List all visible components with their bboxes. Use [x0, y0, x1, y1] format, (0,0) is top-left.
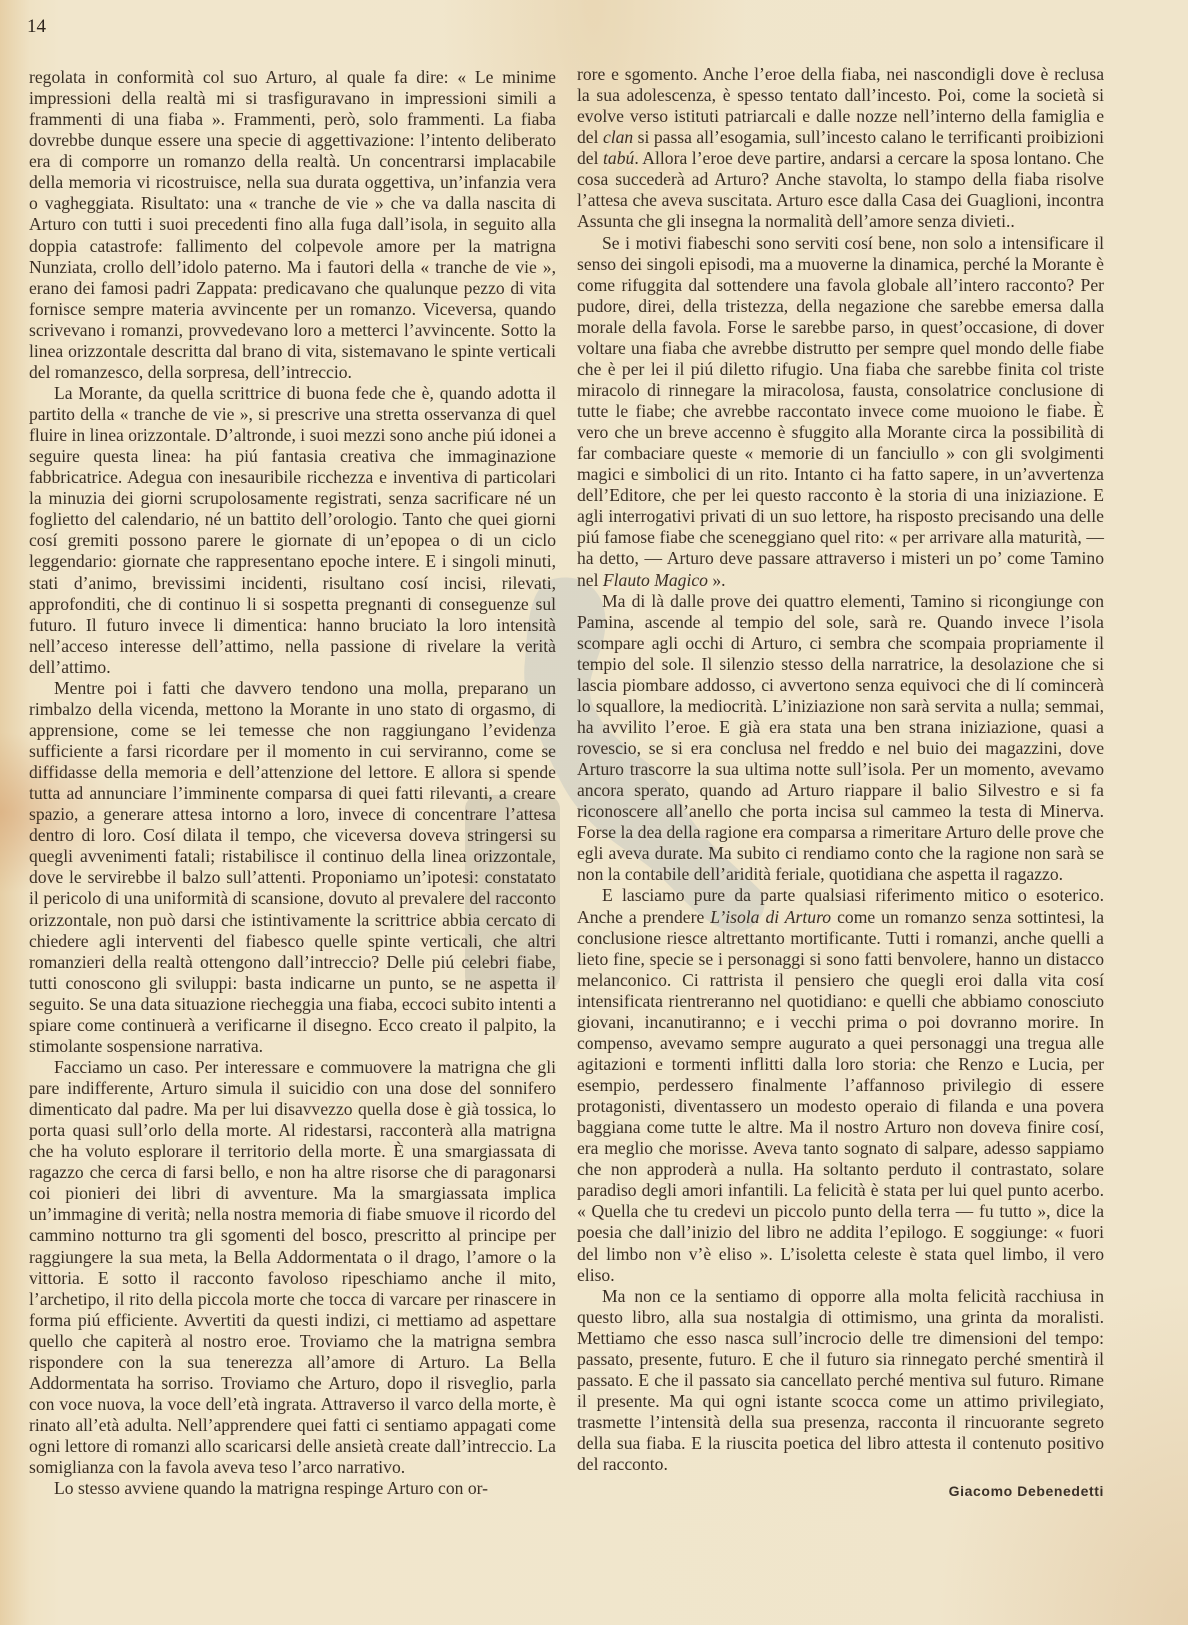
- text-run: Se i motivi fiabeschi sono serviti cosí bene, non solo a intensificare il senso dei singoli episodi, ma a muoverne la dinamica, perché la Morante è come rifuggita dal sottendere una favola globale all’intero racconto? Per pudore, direi, della tristezza, della negazione che sarebbe emersa dalla morale della favola. Forse le sarebbe parso, in quest’occasione, di dover voltare una fiaba che avrebbe distrutto per sempre quel mondo delle fiabe che è per lei il piú diletto rifugio. Una fiaba che sarebbe finita col triste miracolo di rinnegare la miracolosa, fausta, consolatrice conclusione di tutte le fiabe; che avrebbe raccontato invece come muoiono le fiabe. È vero che un breve accenno è sfuggito alla Morante circa la possibilità di far combaciare queste « memorie di un fanciullo » con gli svolgimenti magici e simbolici di un rito. Intanto ci ha fatto sapere, in un’avvertenza dell’Editore, che per lei questo racconto è la storia di una iniziazione. E agli interrogativi privati di un suo lettore, ha risposto precisando una delle piú famose fiabe che sceneggiano quel rito: « per arrivare alla maturità, — ha detto, — Arturo deve passare attraverso i misteri un po’ come Tamino nel: [577, 232, 1104, 590]
- paragraph: Mentre poi i fatti che davvero tendono una molla, preparano un rimbalzo della vicenda, mettono la Morante in uno stato di orgasmo, di apprensione, come se lei temesse che non raggiungano l’evidenza sufficiente a farsi ricordare per il momento in cui serviranno, come se diffidasse della memoria e dell’attenzione del lettore. E allora si spende tutta ad annunciare l’imminente comparsa di quei fatti rilevanti, a creare spazio, a generare attesa intorno a loro, invece di concentrare l’attesa dentro di loro. Cosí dilata il tempo, che viceversa doveva stringersi su quegli avvenimenti fatali; ristabilisce il continuo della linea orizzontale, dove le servirebbe il balzo sull’attenti. Proponiamo un’ipotesi: constatato il pericolo di una uniformità di scansione, dovuto al prevalere del racconto orizzontale, non può darsi che istintivamente la scrittrice abbia cercato di chiedere agli interventi del fiabesco quelle spinte verticali, che altri romanzieri della realtà ottengono dall’intreccio? Delle piú celebri fiabe, tutti conoscono gli sviluppi: basta indicarne un punto, se ne aspetta il seguito. Se una data situazione riecheggia una fiaba, eccoci subito intenti a spiare come continuerà a verificarne il disegno. Ecco creato il palpito, la stimolante sospensione narrativa.: [29, 677, 556, 1056]
- italic-title: tabú: [603, 148, 635, 169]
- text-run: E lasciamo pure da parte qualsiasi riferimento mitico o esoterico. Anche a prendere: [577, 885, 1104, 927]
- paragraph: [577, 885, 1104, 1285]
- paragraph: [577, 233, 1104, 591]
- paragraph: Lo stesso avviene quando la matrigna respinge Arturo con or-: [54, 1478, 488, 1499]
- paragraph: [577, 591, 1104, 886]
- text-run: Ma non ce la sentiamo di opporre alla molta felicità racchiusa in questo libro, alla sua nostalgia di ottimismo, una grinta da moralisti. Mettiamo che esso nasca sull’incrocio delle tre dimensioni del tempo: passato, presente, futuro. E che il futuro sia rinnegato perché smentirà il passato. E che il passato sia cancellato perché mentiva sul futuro. Rimane il presente. Ma qui ogni istante scocca come un attimo privilegiato, trasmette l’intensità della sua presenza, racconta il rincuorante segreto della sua fiaba. E la riuscita poetica del libro attesta il contenuto positivo del racconto.: [577, 1285, 1104, 1475]
- article-column-left: [29, 67, 556, 1499]
- article-column-right: [577, 64, 1104, 1502]
- text-run: . Allora l’eroe deve partire, andarsi a cercare la sposa lontano. Che cosa succederà ad Arturo? Anche stavolta, lo stampo della fiaba risolve l’attesa che aveva suscitata. Arturo esce dalla Casa dei Guaglioni, incontra Assunta che gli insegna la normalità dell’amore senza divieti..: [577, 148, 1104, 232]
- text-run: Ma di là dalle prove dei quattro elementi, Tamino si ricongiunge con Pamina, ascende al tempio del sole, sarà re. Quando invece l’isola scompare agli occhi di Arturo, ci sembra che scompaia propriamente il tempio del sole. Il silenzio stesso della narratrice, la desolazione che si lascia piombare addosso, ci avvertono senza equivoci che di lí comincerà lo squallore, la mediocrità. L’iniziazione non sarà servita a nulla; semmai, ha avvilito l’eroe. E già era stata una ben strana iniziazione, quasi a rovescio, se si era conclusa nel freddo e nel buio dei magazzini, dove Arturo trascorre la sua ultima notte sull’isola. Per un momento, avevamo ancora sperato, quando ad Arturo riappare il balio Silvestro e si fa riconoscere all’anello che porta incisa sul cammeo la testa di Minerva. Forse la dea della ragione era comparsa a rimeritare Arturo delle prove che egli aveva durate. Ma subito ci rendiamo conto che la ragione non sarà se non la contabile dell’aridità feriale, quotidiana che aspetta il ragazzo.: [577, 590, 1104, 885]
- italic-title: L’isola di Arturo: [710, 906, 832, 927]
- author-signature: Giacomo Debenedetti: [948, 1483, 1104, 1500]
- paragraph-continuation: [577, 64, 1104, 233]
- paragraph: La Morante, da quella scrittrice di buona fede che è, quando adotta il partito della « tranche de vie », si prescrive una stretta osservanza di quel fluire in linea orizzontale. D’altronde, i suoi mezzi sono anche piú idonei a seguire questa linea: ha piú fantasia creativa che immaginazione fabbricatrice. Adegua con inesauribile ricchezza e inventiva di particolari la minuzia dei giorni scrupolosamente registrati, senza sacrificare né un foglietto del calendario, né un battito dell’orologio. Tanto che quei giorni cosí gremiti possono parere le giornate di un’epopea o di un ciclo leggendario: giornate che rappresentano epoche intere. E i singoli minuti, stati d’animo, brevissimi incidenti, risultano cosí incisi, rilevati, approfonditi, che di continuo li si sospetta pregnanti di conseguenze sul futuro. Il futuro invece li dimentica: hanno bruciato la loro intensità nell’acceso interesse dell’attimo, nella passione di rivelare la verità dell’attimo.: [29, 382, 556, 677]
- italic-title: clan: [602, 127, 634, 148]
- paragraph: Facciamo un caso. Per interessare e commuovere la matrigna che gli pare indifferente, Arturo simula il suicidio con una dose del sonnifero dimenticato dal padre. Ma per lui disavvezzo quella dose è già tossica, lo porta quasi sull’orlo della morte. Al ridestarsi, racconterà alla matrigna che ha voluto esplorare il territorio della morte. È una smargiassata di ragazzo che cerca di farsi bello, e non ha altre risorse che di paragonarsi coi pionieri dei libri di avventure. Ma la smargiassata implica un’immagine di verità; nella nostra memoria di fiabe smuove il ricordo del cammino notturno tra gli sgomenti del bosco, prescritto al principe per raggiungere la sua meta, la Bella Addormentata o il drago, l’amore o la vittoria. E sotto il racconto favoloso ripeschiamo anche il mito, l’archetipo, il rito della piccola morte che tocca di varcare per rinascere in forma piú efficiente. Avvertiti da questi indizi, ci mettiamo ad aspettare quello che capiterà al nostro eroe. Troviamo che la matrigna sembra rispondere con la sua tenerezza all’amore di Arturo. La Bella Addormentata ha sorriso. Troviamo che Arturo, dopo il risveglio, parla con voce nuova, la voce dell’età ingrata. Attraverso il varco della morte, è rinato all’età adulta. Nell’apprendere quei fatti ci sentiamo appagati come ogni lettore di romanzi allo scaricarsi delle ansietà create dall’intreccio. La somiglianza con la favola aveva teso l’arco narrativo.: [29, 1056, 556, 1478]
- right-column-body: [577, 64, 1104, 1475]
- italic-title: Flauto Magico: [602, 569, 708, 590]
- text-run: ».: [707, 569, 726, 590]
- text-run: si passa all’esogamia, sull’incesto calano le terrificanti proibizioni del: [577, 127, 1104, 169]
- text-run: rore e sgomento. Anche l’eroe della fiaba, nei nascondigli dove è reclusa la sua adolescenza, è spesso tentato dall’incesto. Poi, come la società si evolve verso istituti patriarcali e dalle nozze nell’interno della famiglia e del: [577, 64, 1104, 148]
- paragraph-continuation: regolata in conformità col suo Arturo, al quale fa dire: « Le minime impressioni della realtà mi si trasfiguravano in impressioni simili a frammenti di una fiaba ». Frammenti, però, solo frammenti. La fiaba dovrebbe dunque essere una specie di aggettivazione: l’intento deliberato era di comporre un romanzo della realtà. Un concentrarsi implacabile della memoria vi ricostruisce, nella sua durata oggettiva, un’infanzia vera o vagheggiata. Risultato: una « tranche de vie » che va dalla nascita di Arturo con tutti i suoi precedenti fino alla fuga dall’isola, in seguito alla doppia catastrofe: fallimento del colpevole amore per la matrigna Nunziata, crollo dell’idolo paterno. Ma i fautori della « tranche de vie », erano dei famosi padri Zappata: predicavano che qualunque pezzo di vita fornisce sempre materia avvincente per un romanzo. Viceversa, quando scrivevano i romanzi, provvedevano loro a metterci l’avvincente. Sotto la linea orizzontale descritta dal brano di vita, sistemavano le spinte verticali del romanzesco, della sorpresa, dell’intreccio.: [29, 67, 556, 382]
- page-number: 14: [27, 16, 46, 37]
- text-run: come un romanzo senza sottintesi, la conclusione riesce altrettanto mortificante. Tutti i romanzi, anche quelli a lieto fine, specie se i personaggi si sono fatti benvolere, hanno un distacco melanconico. Ci rattrista il pensiero che quegli eroi dalla vita cosí intensificata rientreranno nel quotidiano: e quelli che abbiamo conosciuto giovani, incanutiranno; e i vecchi prima o poi dovranno morire. In compenso, avevamo sempre augurato a quei personaggi una tregua alle agitazioni e tormenti inflitti dalla loro storia: che Renzo e Lucia, per esempio, perdessero finalmente l’affannoso privilegio di essere protagonisti, diventassero un modesto operaio di filanda e una povera baggiana come tutte le altre. Ma il nostro Arturo non doveva finire cosí, era meglio che morisse. Aveva tanto sognato di salpare, adesso sappiamo che non approderà a nulla. Ha soltanto perduto il contrastato, solare paradiso degli amori infantili. La felicità è stata per lui quel punto acerbo. « Quella che tu credevi un piccolo punto della terra — fu tutto », dice la poesia che dall’inizio del libro ne addita l’epilogo. E soggiunge: « fuori del limbo non v’è eliso ». L’isoletta celeste è stata quel limbo, il vero eliso.: [577, 906, 1105, 1285]
- paragraph: [577, 1286, 1104, 1476]
